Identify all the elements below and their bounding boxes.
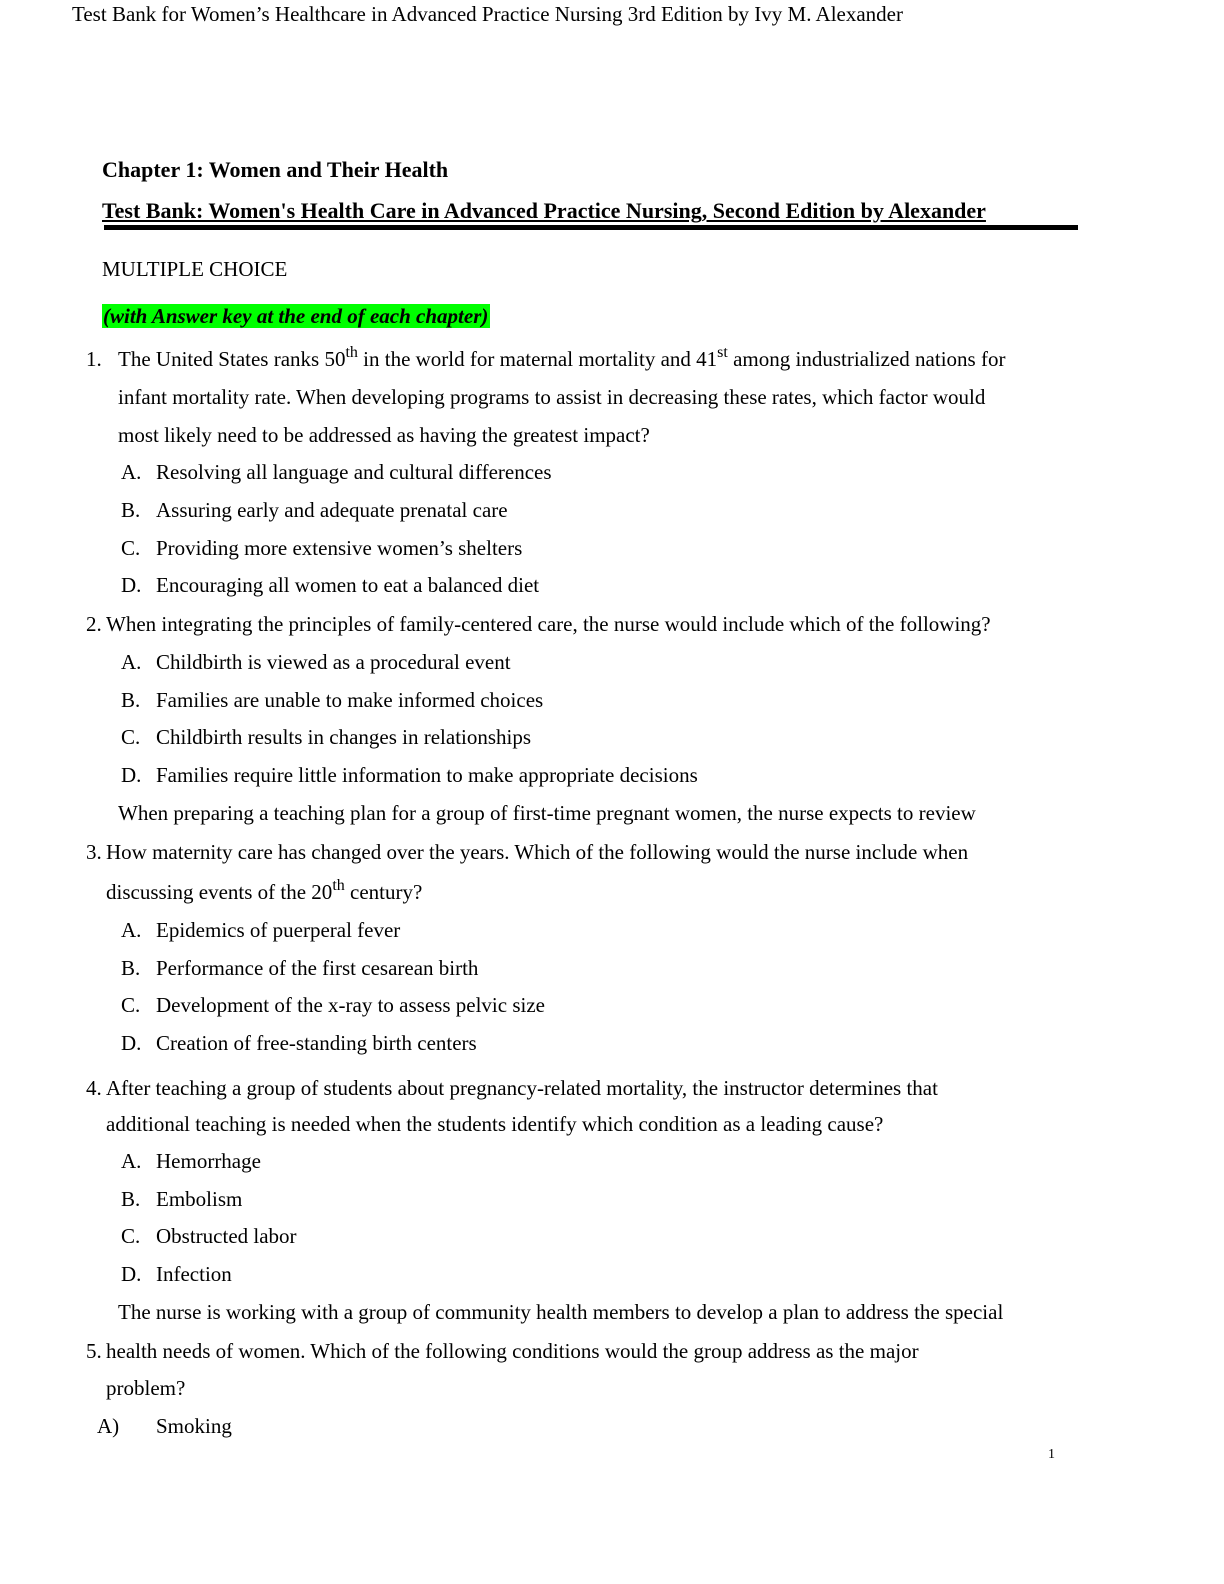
- page-number: 1: [1048, 1447, 1055, 1462]
- q2-option-letter: C.: [121, 725, 141, 749]
- section-heading: MULTIPLE CHOICE: [102, 257, 288, 281]
- q4-line-2: additional teaching is needed when the students identify which condition as a leading cause?: [106, 1112, 884, 1136]
- q3-option-letter: C.: [121, 993, 141, 1017]
- q2-line-1: When integrating the principles of family-centered care, the nurse would include which of the following?: [106, 612, 991, 636]
- q3-option-text: Epidemics of puerperal fever: [156, 918, 401, 942]
- q3-option-text: Performance of the first cesarean birth: [156, 956, 479, 980]
- q1-sup-th: th: [345, 344, 358, 361]
- q3-sup-th: th: [332, 877, 345, 894]
- q1-option-text: Encouraging all women to eat a balanced diet: [156, 573, 540, 597]
- q5-number: 5.: [86, 1339, 102, 1363]
- q1-option-letter: C.: [121, 536, 141, 560]
- q3-option-text: Creation of free-standing birth centers: [156, 1031, 477, 1055]
- q4-option-text: Obstructed labor: [156, 1224, 297, 1248]
- q4-option-text: Infection: [156, 1262, 232, 1286]
- q4-option-letter: A.: [121, 1149, 142, 1173]
- q2-option-letter: B.: [121, 688, 141, 712]
- q4-option-text: Embolism: [156, 1187, 243, 1211]
- q3-option-letter: B.: [121, 956, 141, 980]
- q1-number: 1.: [86, 347, 102, 371]
- q1-option-text: Resolving all language and cultural differences: [156, 460, 552, 484]
- answer-key-highlight: (with Answer key at the end of each chapter): [103, 304, 489, 328]
- q1-option-letter: D.: [121, 573, 142, 597]
- q1-text-b: in the world for maternal mortality and 41: [357, 347, 718, 371]
- q5-line-2: problem?: [106, 1376, 186, 1400]
- q2-option-letter: D.: [121, 763, 142, 787]
- q3-line-2: [106, 878, 422, 906]
- q1-line-2: infant mortality rate. When developing programs to assist in decreasing these rates, which factor would: [118, 385, 986, 409]
- answer-key-note: [102, 302, 490, 330]
- q2-option-text: Families are unable to make informed choices: [156, 688, 544, 712]
- q3-line-1: How maternity care has changed over the years. Which of the following would the nurse include when: [106, 840, 969, 864]
- q1-line-3: most likely need to be addressed as having the greatest impact?: [118, 423, 650, 447]
- q1-line-1: [118, 345, 1005, 373]
- q3-option-text: Development of the x-ray to assess pelvic size: [156, 993, 545, 1017]
- q1-text-c: among industrialized nations for: [727, 347, 1006, 371]
- q5-option-letter: A): [97, 1414, 120, 1438]
- q3-line-0: When preparing a teaching plan for a group of first-time pregnant women, the nurse expects to review: [118, 801, 976, 825]
- q5-line-1: health needs of women. Which of the following conditions would the group address as the major: [106, 1339, 919, 1363]
- q4-line-1: After teaching a group of students about pregnancy-related mortality, the instructor determines that: [106, 1076, 938, 1100]
- q5-line-0: The nurse is working with a group of community health members to develop a plan to address the special: [118, 1300, 1004, 1324]
- q1-sup-st: st: [717, 344, 728, 361]
- q1-option-letter: A.: [121, 460, 142, 484]
- q3-text-a: discussing events of the 20: [106, 880, 333, 904]
- q5-option-text: Smoking: [156, 1414, 232, 1438]
- q4-option-letter: B.: [121, 1187, 141, 1211]
- q1-option-letter: B.: [121, 498, 141, 522]
- q1-option-text: Providing more extensive women’s shelters: [156, 536, 523, 560]
- q3-number: 3.: [86, 840, 102, 864]
- q4-number: 4.: [86, 1076, 102, 1100]
- q1-option-text: Assuring early and adequate prenatal care: [156, 498, 508, 522]
- heading-rule: [104, 225, 1078, 230]
- q4-option-letter: C.: [121, 1224, 141, 1248]
- q2-option-text: Childbirth results in changes in relationships: [156, 725, 532, 749]
- q4-option-text: Hemorrhage: [156, 1149, 261, 1173]
- chapter-subtitle: Test Bank: Women's Health Care in Advanced Practice Nursing, Second Edition by Alexander: [102, 198, 986, 223]
- q1-text-a: The United States ranks 50: [118, 347, 346, 371]
- q3-text-b: century?: [344, 880, 423, 904]
- q3-option-letter: D.: [121, 1031, 142, 1055]
- q3-option-letter: A.: [121, 918, 142, 942]
- q2-option-text: Childbirth is viewed as a procedural event: [156, 650, 511, 674]
- q4-option-letter: D.: [121, 1262, 142, 1286]
- q2-option-text: Families require little information to make appropriate decisions: [156, 763, 698, 787]
- q2-option-letter: A.: [121, 650, 142, 674]
- running-header: Test Bank for Women’s Healthcare in Advanced Practice Nursing 3rd Edition by Ivy M. Alexander: [72, 2, 903, 26]
- chapter-title: Chapter 1: Women and Their Health: [102, 157, 449, 182]
- q2-number: 2.: [86, 612, 102, 636]
